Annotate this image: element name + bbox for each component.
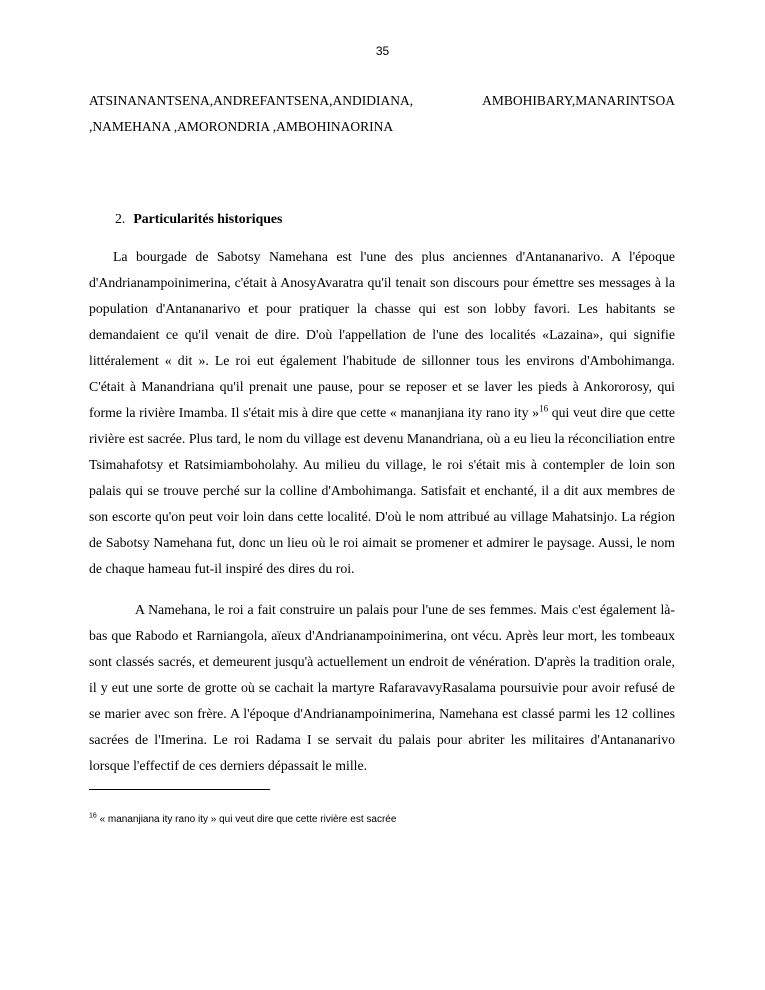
paragraph-2: A Namehana, le roi a fait construire un palais pour l'une de ses femmes. Mais c'est également là-bas que Rabodo et Rarniangola, aïeux d'Andrianampoinimerina, ont vécu. Après leur mort, les tombeaux sont classés sacrés, et demeurent jusqu'à actuellement un endroit de vénération. D'après la tradition orale, il y eut une sorte de grotte où se cachait la martyre RafaravavyRasalama poursuivie pour avoir refusé de se marier avec son frère. A l'époque d'Andrianampoinimerina, Namehana est classé parmi les 12 collines sacrées de l'Imerina. Le roi Radama I se servait du palais pour abriter les militaires d'Antananarivo lorsque l'effectif de ces derniers dépassait le mille. [89,602,675,773]
section-number: 2. [115,211,126,226]
page-content [89,88,675,825]
section-title: Particularités historiques [133,211,283,226]
paragraph-1-text-b: qui veut dire que cette rivière est sacrée. Plus tard, le nom du village est devenu Manandriana, où a eu lieu la réconciliation entre Tsimahafotsy et Ratsimiamboholahy. Au milieu du village, le roi s'était mis à contempler de loin son palais qui se trouve perché sur la colline d'Ambohimanga. Satisfait et enchanté, il a dit aux membres de son escorte qu'on peut voir loin dans cette localité. D'où le nom attribué au village Mahatsinjo. La région de Sabotsy Namehana fut, donc un lieu où le roi aimait se promener et admirer le paysage. Aussi, le nom de chaque hameau fut-il inspiré des dires du roi. [89,405,675,576]
paragraph-1-text-a: La bourgade de Sabotsy Namehana est l'une des plus anciennes d'Antananarivo. A l'époque d'Andrianampoinimerina, c'était à AnosyAvaratra qu'il tenait son discours pour émettre ses messages à la population d'Antananarivo et pour pratiquer la chasse qui est son lobby favori. Les habitants se demandaient ce qu'il venait de dire. D'où l'appellation de l'une des localités «Lazaina», qui signifie littéralement « dit ». Le roi eut également l'habitude de sillonner tous les environs d'Ambohimanga. C'était à Manandriana qu'il prenait une pause, pour se reposer et se laver les pieds à Ankororosy, qui forme la rivière Imamba. Il s'était mis à dire que cette « mananjiana ity rano ity » [89,249,675,420]
page-number: 35 [375,44,390,58]
footnote-reference[interactable]: 16 [539,403,549,414]
section-heading [115,211,675,227]
footnote-separator [89,789,270,790]
footnote [89,814,675,825]
paragraph-1 [89,244,675,582]
footnote-number: 16 [89,812,97,820]
footnote-text: « mananjiana ity rano ity » qui veut dire que cette rivière est sacrée [96,814,397,825]
place-list: ATSINANANTSENA,ANDREFANTSENA,ANDIDIANA, AMBOHIBARY,MANARINTSOA ,NAMEHANA ,AMORONDRIA ,AMBOHINAORINA [89,93,675,134]
